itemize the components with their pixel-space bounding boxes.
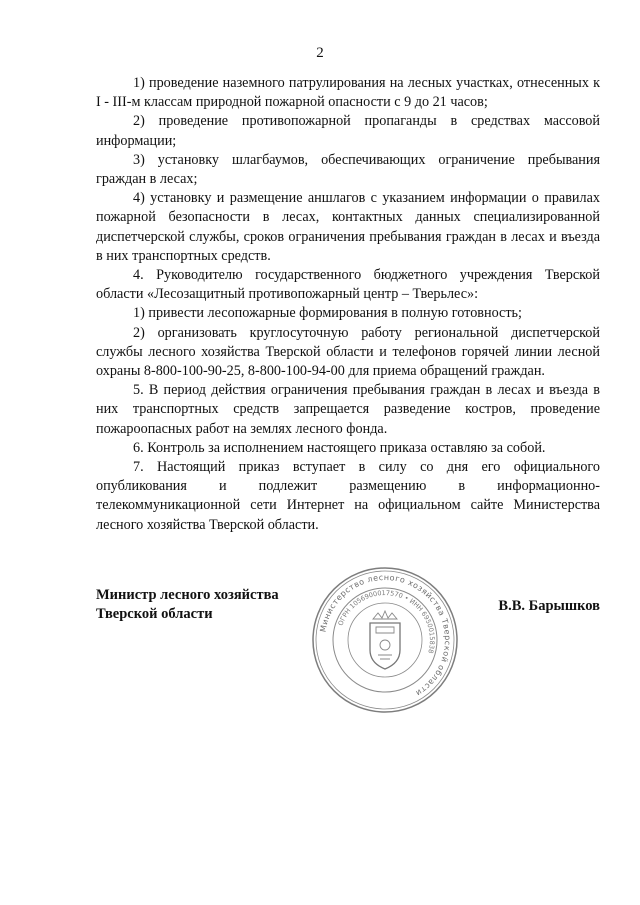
paragraph-signs: 4) установку и размещение аншлагов с указанием информации о правилах пожарной безопасности в лесах, контактных данных специализированной диспетчерской службы, сроков ограничения пребывания граждан в лесах и въезда в них транспортных средств. (96, 190, 600, 264)
paragraph-6-control: 6. Контроль за исполнением настоящего приказа оставляю за собой. (133, 439, 546, 456)
official-seal-stamp (310, 565, 460, 715)
signatory-name: В.В. Барышков (498, 598, 600, 614)
page-number: 2 (316, 45, 324, 61)
document-body (96, 74, 600, 535)
paragraph-dispatch: 2) организовать круглосуточную работу региональной диспетчерской службы лесного хозяйства Тверской области и телефонов горячей линии лесной охраны 8-800-100-90-25, 8-800-100-94-00 для приема обращений граждан. (96, 324, 600, 380)
paragraph-patrol: 1) проведение наземного патрулирования на лесных участках, отнесенных к I - III-м классам природной пожарной опасности с 9 до 21 часов; (96, 75, 600, 111)
signature-position (96, 586, 279, 624)
paragraph-5-restriction: 5. В период действия ограничения пребывания граждан в лесах и въезда в них транспортных средств запрещается разведение костров, проведение пожароопасных работ на землях лесного фонда. (96, 382, 600, 437)
paragraph-7-effect: 7. Настоящий приказ вступает в силу со дня его официального опубликования и подлежит размещению в информационно-телекоммуникационной сети Интернет на официальном сайте Министерства лесного хозяйства Тверской области. (96, 459, 600, 533)
svg-text:ОГРН 1056900017570 • ИНН 69500: ОГРН 1056900017570 • ИНН 6950015838 (336, 588, 437, 655)
paragraph-propaganda: 2) проведение противопожарной пропаганды в средствах массовой информации; (96, 113, 600, 149)
paragraph-4-head: 4. Руководителю государственного бюджетного учреждения Тверской области «Лесозащитный противопожарный центр – Тверьлес»: (96, 267, 600, 303)
paragraph-barriers: 3) установку шлагбаумов, обеспечивающих ограничение пребывания граждан в лесах; (96, 151, 600, 188)
paragraph-readiness: 1) привести лесопожарные формирования в полную готовность; (133, 305, 522, 322)
position-line-1: Министр лесного хозяйства (96, 587, 279, 603)
svg-text:Министерство лесного хозяйства: Министерство лесного хозяйства Тверской области (318, 572, 453, 698)
coat-of-arms-icon (370, 611, 400, 669)
position-line-2: Тверской области (96, 606, 213, 622)
